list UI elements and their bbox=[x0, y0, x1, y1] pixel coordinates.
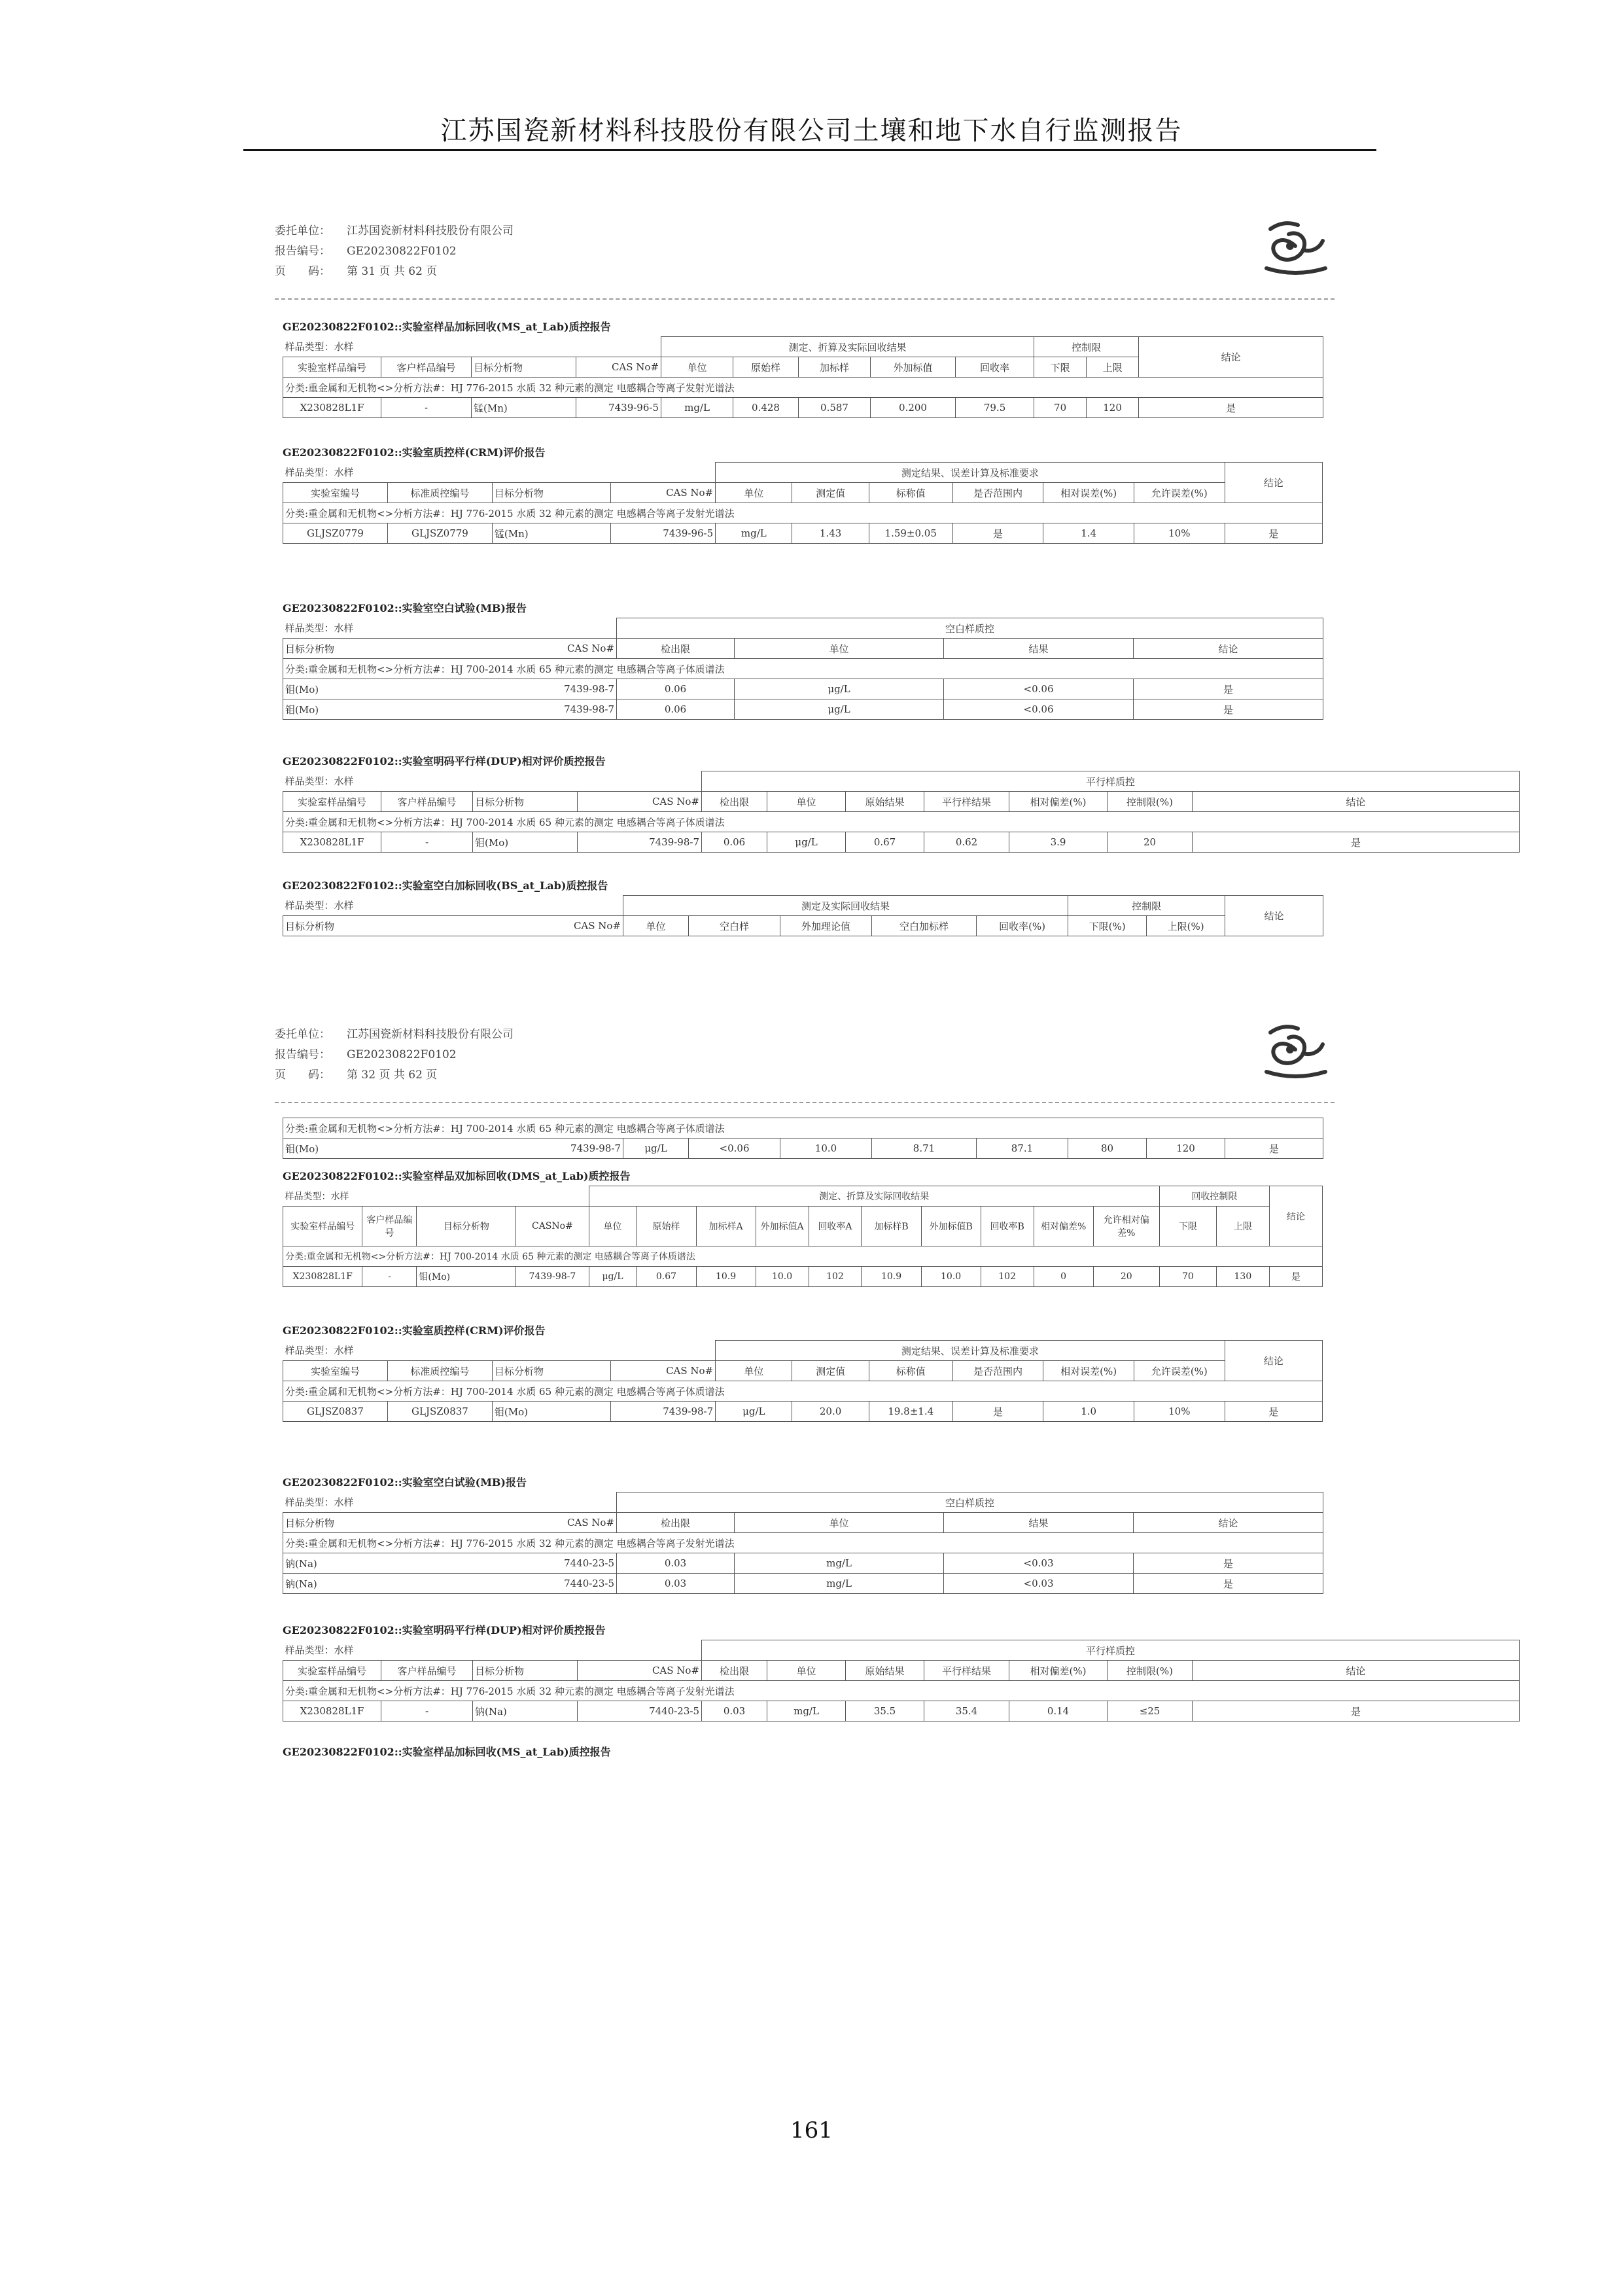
cell: 1.0 bbox=[1043, 1402, 1134, 1422]
cell: 是 bbox=[1134, 679, 1323, 699]
column-header: 目标分析物 bbox=[417, 1207, 516, 1246]
group-header: 测定及实际回收结果 bbox=[623, 896, 1068, 916]
column-header: 平行样结果 bbox=[924, 1661, 1009, 1681]
report-no: GE20230822F0102 bbox=[347, 1048, 457, 1061]
column-header: 空白样 bbox=[689, 916, 780, 936]
column-header: 目标分析物 bbox=[492, 483, 610, 503]
cell: 0 bbox=[1034, 1267, 1093, 1287]
cell: 80 bbox=[1068, 1139, 1147, 1159]
cell: μg/L bbox=[716, 1402, 792, 1422]
cell: 锰(Mn) bbox=[472, 398, 576, 418]
mb-report bbox=[283, 1474, 1323, 1594]
column-header: 允许误差(%) bbox=[1134, 1361, 1225, 1381]
table-row bbox=[283, 523, 1323, 544]
column-header: 允许误差(%) bbox=[1134, 483, 1225, 503]
report-header-title: 江苏国瓷新材料科技股份有限公司土壤和地下水自行监测报告 bbox=[440, 116, 1183, 146]
report-no: GE20230822F0102 bbox=[347, 245, 457, 258]
company-logo-icon bbox=[1257, 216, 1335, 279]
cell: mg/L bbox=[661, 398, 733, 418]
cell: 0.03 bbox=[617, 1553, 735, 1574]
table-row bbox=[283, 1553, 1323, 1574]
cell: 0.67 bbox=[846, 832, 924, 853]
column-header: 实验室样品编号 bbox=[283, 1207, 362, 1246]
mb-table bbox=[283, 1492, 1323, 1594]
cell: 0.06 bbox=[617, 699, 735, 720]
group-header: 空白样质控 bbox=[617, 1492, 1323, 1513]
column-header: 单位 bbox=[716, 1361, 792, 1381]
column-header: CAS No# bbox=[578, 792, 702, 812]
cell: 10.0 bbox=[780, 1139, 872, 1159]
cell: 7440-23-5 bbox=[414, 1553, 617, 1574]
cell: 1.59±0.05 bbox=[869, 523, 952, 544]
cell: 7439-98-7 bbox=[414, 679, 617, 699]
cell: mg/L bbox=[716, 523, 792, 544]
column-header: 上限(%) bbox=[1147, 916, 1225, 936]
column-header: 上限 bbox=[1087, 357, 1139, 378]
cell: 20.0 bbox=[792, 1402, 869, 1422]
cell: μg/L bbox=[767, 832, 846, 853]
column-header: 结论 bbox=[1193, 1661, 1520, 1681]
mb-report bbox=[283, 599, 1323, 720]
table-row bbox=[283, 832, 1520, 853]
column-header: 目标分析物 bbox=[473, 792, 578, 812]
column-header: 平行样结果 bbox=[924, 792, 1009, 812]
cell: 钠(Na) bbox=[283, 1553, 414, 1574]
cell: 0.06 bbox=[617, 679, 735, 699]
cell: 102 bbox=[981, 1267, 1034, 1287]
cell: 7439-98-7 bbox=[516, 1267, 589, 1287]
cell: <0.06 bbox=[689, 1139, 780, 1159]
column-header: 目标分析物 bbox=[473, 1661, 578, 1681]
cell: 7439-98-7 bbox=[611, 1402, 716, 1422]
cell: 0.67 bbox=[637, 1267, 696, 1287]
conclusion-header: 结论 bbox=[1269, 1186, 1322, 1246]
page-label: 页 码： bbox=[275, 265, 330, 278]
column-header: 检出限 bbox=[702, 1661, 767, 1681]
bs-title: GE20230822F0102::实验室空白加标回收(BS_at_Lab)质控报告 bbox=[283, 879, 608, 892]
category-row: 分类:重金属和无机物<>分析方法#：HJ 700-2014 水质 65 种元素的测定 电感耦合等离子体质谱法 bbox=[283, 1246, 1323, 1267]
category-row: 分类:重金属和无机物<>分析方法#：HJ 700-2014 水质 65 种元素的测定 电感耦合等离子体质谱法 bbox=[283, 812, 1520, 832]
column-header: 实验室编号 bbox=[283, 1361, 388, 1381]
cell: 是 bbox=[1193, 832, 1520, 853]
cell: 0.587 bbox=[799, 398, 871, 418]
cell: 7439-98-7 bbox=[414, 699, 617, 720]
bs-report bbox=[283, 877, 1323, 936]
page-info bbox=[275, 1025, 514, 1086]
column-header: 加标样 bbox=[799, 357, 871, 378]
cell: 8.71 bbox=[872, 1139, 977, 1159]
table-row bbox=[283, 1267, 1323, 1287]
column-header: CAS No# bbox=[578, 1661, 702, 1681]
client-name: 江苏国瓷新材料科技股份有限公司 bbox=[347, 224, 514, 238]
column-header: 控制限(%) bbox=[1108, 792, 1193, 812]
category-row: 分类:重金属和无机物<>分析方法#：HJ 776-2015 水质 32 种元素的测定 电感耦合等离子发射光谱法 bbox=[283, 1681, 1520, 1701]
cell: X230828L1F bbox=[283, 398, 381, 418]
column-header: 相对误差(%) bbox=[1043, 1361, 1134, 1381]
column-header: 目标分析物 bbox=[492, 1361, 610, 1381]
cell: 10.9 bbox=[696, 1267, 756, 1287]
cell: 79.5 bbox=[956, 398, 1034, 418]
crm-title: GE20230822F0102::实验室质控样(CRM)评价报告 bbox=[283, 1324, 546, 1337]
cell: X230828L1F bbox=[283, 832, 381, 853]
column-header: 实验室样品编号 bbox=[283, 792, 381, 812]
cell: 35.4 bbox=[924, 1701, 1009, 1722]
page-rule bbox=[275, 1102, 1335, 1103]
column-header: 客户样品编号 bbox=[381, 792, 473, 812]
crm-report bbox=[283, 1322, 1323, 1422]
cell: 10.0 bbox=[756, 1267, 809, 1287]
column-header: 标称值 bbox=[869, 1361, 952, 1381]
table-row bbox=[283, 1701, 1520, 1722]
cell: 19.8±1.4 bbox=[869, 1402, 952, 1422]
group-header: 平行样质控 bbox=[702, 771, 1520, 792]
column-header: 检出限 bbox=[617, 1513, 735, 1533]
sample-type: 样品类型：水样 bbox=[285, 900, 354, 912]
cell: 钼(Mo) bbox=[473, 832, 578, 853]
column-header: 结果 bbox=[944, 639, 1134, 659]
cell: 是 bbox=[952, 1402, 1043, 1422]
category-row: 分类:重金属和无机物<>分析方法#：HJ 700-2014 水质 65 种元素的测定 电感耦合等离子体质谱法 bbox=[283, 1381, 1323, 1402]
column-header: CAS No# bbox=[414, 916, 623, 936]
cell: 10.9 bbox=[862, 1267, 921, 1287]
column-header: 相对偏差(%) bbox=[1009, 792, 1108, 812]
page-count: 第 31 页 共 62 页 bbox=[347, 265, 438, 278]
cell: 120 bbox=[1147, 1139, 1225, 1159]
cell: X230828L1F bbox=[283, 1701, 381, 1722]
column-header: 回收率B bbox=[981, 1207, 1034, 1246]
column-header: 单位 bbox=[735, 639, 944, 659]
cell: 0.06 bbox=[702, 832, 767, 853]
column-header: 原始样 bbox=[637, 1207, 696, 1246]
column-header: 原始样 bbox=[733, 357, 799, 378]
column-header: 目标分析物 bbox=[283, 916, 414, 936]
mb-title: GE20230822F0102::实验室空白试验(MB)报告 bbox=[283, 602, 527, 614]
sample-type: 样品类型：水样 bbox=[285, 622, 354, 635]
group-header: 测定、折算及实际回收结果 bbox=[589, 1186, 1159, 1207]
conclusion-header: 结论 bbox=[1225, 463, 1322, 503]
cell: 钠(Na) bbox=[283, 1574, 414, 1594]
sample-type: 样品类型：水样 bbox=[285, 341, 354, 353]
column-header: 下限 bbox=[1034, 357, 1087, 378]
cell: 0.03 bbox=[702, 1701, 767, 1722]
cell: 102 bbox=[809, 1267, 862, 1287]
mb-table bbox=[283, 618, 1323, 720]
column-header: 单位 bbox=[767, 792, 846, 812]
table-row bbox=[283, 398, 1323, 418]
cell: μg/L bbox=[623, 1139, 689, 1159]
column-header: 实验室样品编号 bbox=[283, 357, 381, 378]
ms-table bbox=[283, 336, 1323, 418]
group-header: 测定结果、误差计算及标准要求 bbox=[716, 1341, 1225, 1361]
cell: 0.200 bbox=[871, 398, 956, 418]
cell: <0.03 bbox=[944, 1574, 1134, 1594]
cell: 7440-23-5 bbox=[578, 1701, 702, 1722]
cell: μg/L bbox=[589, 1267, 637, 1287]
group-header: 测定、折算及实际回收结果 bbox=[661, 337, 1034, 357]
page-number: 161 bbox=[790, 2117, 833, 2144]
cell: 0.03 bbox=[617, 1574, 735, 1594]
dup-table bbox=[283, 1640, 1520, 1722]
column-header: 回收率(%) bbox=[977, 916, 1068, 936]
column-header: 目标分析物 bbox=[283, 1513, 414, 1533]
cell: GLJSZ0779 bbox=[283, 523, 388, 544]
report-no-label: 报告编号： bbox=[275, 245, 330, 258]
cell: 7439-98-7 bbox=[578, 832, 702, 853]
cell: 7440-23-5 bbox=[414, 1574, 617, 1594]
cell: ≤25 bbox=[1108, 1701, 1193, 1722]
column-header: 结论 bbox=[1134, 639, 1323, 659]
sample-type: 样品类型：水样 bbox=[285, 1191, 349, 1202]
cell: X230828L1F bbox=[283, 1267, 362, 1287]
cell: 70 bbox=[1034, 398, 1087, 418]
bs-continuation-table bbox=[283, 1118, 1323, 1159]
column-header: 实验室样品编号 bbox=[283, 1661, 381, 1681]
column-header: 相对偏差(%) bbox=[1009, 1661, 1108, 1681]
page-info bbox=[275, 221, 514, 282]
cell: 0.62 bbox=[924, 832, 1009, 853]
page-count: 第 32 页 共 62 页 bbox=[347, 1069, 438, 1082]
dms-title: GE20230822F0102::实验室样品双加标回收(DMS_at_Lab)质控报告 bbox=[283, 1170, 631, 1182]
group-header: 平行样质控 bbox=[702, 1640, 1520, 1661]
cell: 钼(Mo) bbox=[417, 1267, 516, 1287]
column-header: 相对偏差% bbox=[1034, 1207, 1093, 1246]
column-header: 允许相对偏差% bbox=[1093, 1207, 1159, 1246]
column-header: 目标分析物 bbox=[283, 639, 414, 659]
column-header: 原始结果 bbox=[846, 792, 924, 812]
cell: 3.9 bbox=[1009, 832, 1108, 853]
header-rule bbox=[243, 149, 1376, 151]
dup-title: GE20230822F0102::实验室明码平行样(DUP)相对评价质控报告 bbox=[283, 1624, 606, 1636]
column-header: CAS No# bbox=[611, 1361, 716, 1381]
column-header: 实验室编号 bbox=[283, 483, 388, 503]
crm-report bbox=[283, 444, 1323, 544]
limit-header: 控制限 bbox=[1068, 896, 1225, 916]
column-header: 相对误差(%) bbox=[1043, 483, 1134, 503]
table-row bbox=[283, 679, 1323, 699]
limit-header: 回收控制限 bbox=[1159, 1186, 1269, 1207]
cell: 0.14 bbox=[1009, 1701, 1108, 1722]
column-header: 检出限 bbox=[702, 792, 767, 812]
table-row bbox=[283, 1402, 1323, 1422]
conclusion-header: 结论 bbox=[1225, 1341, 1322, 1381]
cell: 70 bbox=[1159, 1267, 1216, 1287]
sample-type: 样品类型：水样 bbox=[285, 775, 354, 788]
cell: 是 bbox=[1269, 1267, 1322, 1287]
column-header: 结论 bbox=[1193, 792, 1520, 812]
cell: 是 bbox=[952, 523, 1043, 544]
category-row: 分类:重金属和无机物<>分析方法#：HJ 776-2015 水质 32 种元素的测定 电感耦合等离子发射光谱法 bbox=[283, 1533, 1323, 1553]
column-header: 单位 bbox=[623, 916, 689, 936]
category-row: 分类:重金属和无机物<>分析方法#：HJ 776-2015 水质 32 种元素的测定 电感耦合等离子发射光谱法 bbox=[283, 378, 1323, 398]
column-header: 标称值 bbox=[869, 483, 952, 503]
column-header: 下限 bbox=[1159, 1207, 1216, 1246]
cell: 130 bbox=[1216, 1267, 1269, 1287]
scanned-page-1 bbox=[275, 221, 1366, 961]
cell: 钼(Mo) bbox=[283, 679, 414, 699]
ms-title: GE20230822F0102::实验室样品加标回收(MS_at_Lab)质控报告 bbox=[283, 321, 611, 333]
cell: 钼(Mo) bbox=[492, 1402, 610, 1422]
cell: 是 bbox=[1134, 699, 1323, 720]
cell: 钼(Mo) bbox=[283, 1139, 414, 1159]
cell: 10% bbox=[1134, 523, 1225, 544]
bs-table bbox=[283, 895, 1323, 936]
client-label: 委托单位： bbox=[275, 1028, 330, 1041]
table-row bbox=[283, 1574, 1323, 1594]
sample-type: 样品类型：水样 bbox=[285, 467, 354, 479]
column-header: 结果 bbox=[944, 1513, 1134, 1533]
column-header: 目标分析物 bbox=[472, 357, 576, 378]
column-header: 测定值 bbox=[792, 1361, 869, 1381]
cell: 20 bbox=[1093, 1267, 1159, 1287]
report-no-label: 报告编号： bbox=[275, 1048, 330, 1061]
group-header: 测定结果、误差计算及标准要求 bbox=[716, 463, 1225, 483]
cell: mg/L bbox=[767, 1701, 846, 1722]
column-header: 检出限 bbox=[617, 639, 735, 659]
cell: <0.06 bbox=[944, 679, 1134, 699]
column-header: 结论 bbox=[1134, 1513, 1323, 1533]
column-header: 客户样品编号 bbox=[362, 1207, 417, 1246]
column-header: 外加标值A bbox=[756, 1207, 809, 1246]
client-label: 委托单位： bbox=[275, 224, 330, 238]
cell: 7439-96-5 bbox=[611, 523, 716, 544]
cell: 是 bbox=[1134, 1553, 1323, 1574]
bs-continuation bbox=[283, 1118, 1323, 1159]
dup-table bbox=[283, 771, 1520, 853]
cell: 7439-98-7 bbox=[414, 1139, 623, 1159]
sample-type: 样品类型：水样 bbox=[285, 1644, 354, 1657]
column-header: 原始结果 bbox=[846, 1661, 924, 1681]
category-row: 分类:重金属和无机物<>分析方法#：HJ 776-2015 水质 32 种元素的测定 电感耦合等离子发射光谱法 bbox=[283, 503, 1323, 523]
cell: - bbox=[381, 398, 472, 418]
column-header: 外加标值B bbox=[921, 1207, 981, 1246]
cell: 35.5 bbox=[846, 1701, 924, 1722]
column-header: 客户样品编号 bbox=[381, 1661, 473, 1681]
cell: 1.4 bbox=[1043, 523, 1134, 544]
crm-table bbox=[283, 1340, 1323, 1422]
category-row: 分类:重金属和无机物<>分析方法#：HJ 700-2014 水质 65 种元素的测定 电感耦合等离子体质谱法 bbox=[283, 1118, 1323, 1139]
sample-type: 样品类型：水样 bbox=[285, 1345, 354, 1357]
cell: 10.0 bbox=[921, 1267, 981, 1287]
cell: 是 bbox=[1225, 1402, 1322, 1422]
cell: GLJSZ0837 bbox=[283, 1402, 388, 1422]
column-header: 标准质控编号 bbox=[387, 483, 492, 503]
client-name: 江苏国瓷新材料科技股份有限公司 bbox=[347, 1028, 514, 1041]
cell: GLJSZ0779 bbox=[387, 523, 492, 544]
cell: 120 bbox=[1087, 398, 1139, 418]
column-header: 外加标值 bbox=[871, 357, 956, 378]
column-header: 回收率A bbox=[809, 1207, 862, 1246]
cell: 0.428 bbox=[733, 398, 799, 418]
column-header: 空白加标样 bbox=[872, 916, 977, 936]
limit-header: 控制限 bbox=[1034, 337, 1139, 357]
cell: - bbox=[362, 1267, 417, 1287]
crm-table bbox=[283, 462, 1323, 544]
column-header: 是否范围内 bbox=[952, 483, 1043, 503]
page-rule bbox=[275, 298, 1335, 300]
column-header: 下限(%) bbox=[1068, 916, 1147, 936]
column-header: 单位 bbox=[661, 357, 733, 378]
conclusion-header: 结论 bbox=[1225, 896, 1323, 936]
table-row bbox=[283, 1139, 1323, 1159]
cell: 7439-96-5 bbox=[576, 398, 661, 418]
cell: <0.03 bbox=[944, 1553, 1134, 1574]
column-header: CASNo# bbox=[516, 1207, 589, 1246]
column-header: 单位 bbox=[735, 1513, 944, 1533]
cell: 钠(Na) bbox=[473, 1701, 578, 1722]
column-header: 测定值 bbox=[792, 483, 869, 503]
column-header: 标准质控编号 bbox=[387, 1361, 492, 1381]
column-header: 上限 bbox=[1216, 1207, 1269, 1246]
column-header: CAS No# bbox=[576, 357, 661, 378]
ms-tail-title: GE20230822F0102::实验室样品加标回收(MS_at_Lab)质控报告 bbox=[283, 1746, 611, 1758]
cell: 10% bbox=[1134, 1402, 1225, 1422]
cell: - bbox=[381, 832, 473, 853]
table-row bbox=[283, 699, 1323, 720]
scanned-page-2 bbox=[275, 1025, 1366, 1784]
column-header: 外加理论值 bbox=[780, 916, 872, 936]
cell: 是 bbox=[1139, 398, 1323, 418]
crm-title: GE20230822F0102::实验室质控样(CRM)评价报告 bbox=[283, 446, 546, 459]
sample-type: 样品类型：水样 bbox=[285, 1496, 354, 1509]
column-header: CAS No# bbox=[414, 1513, 617, 1533]
column-header: 单位 bbox=[767, 1661, 846, 1681]
cell: 是 bbox=[1225, 1139, 1323, 1159]
page-label: 页 码： bbox=[275, 1069, 330, 1082]
cell: 是 bbox=[1193, 1701, 1520, 1722]
cell: mg/L bbox=[735, 1553, 944, 1574]
cell: mg/L bbox=[735, 1574, 944, 1594]
cell: 钼(Mo) bbox=[283, 699, 414, 720]
ms-report bbox=[283, 318, 1323, 418]
category-row: 分类:重金属和无机物<>分析方法#：HJ 700-2014 水质 65 种元素的测定 电感耦合等离子体质谱法 bbox=[283, 659, 1323, 679]
column-header: 回收率 bbox=[956, 357, 1034, 378]
column-header: 加标样B bbox=[862, 1207, 921, 1246]
dup-report bbox=[283, 1621, 1366, 1722]
company-logo-icon bbox=[1257, 1019, 1335, 1082]
cell: <0.06 bbox=[944, 699, 1134, 720]
column-header: 控制限(%) bbox=[1108, 1661, 1193, 1681]
ms-tail bbox=[283, 1743, 1323, 1761]
dup-report bbox=[283, 752, 1366, 853]
column-header: 加标样A bbox=[696, 1207, 756, 1246]
cell: 是 bbox=[1134, 1574, 1323, 1594]
column-header: 单位 bbox=[589, 1207, 637, 1246]
column-header: CAS No# bbox=[414, 639, 617, 659]
cell: 锰(Mn) bbox=[492, 523, 610, 544]
column-header: 单位 bbox=[716, 483, 792, 503]
cell: 87.1 bbox=[977, 1139, 1068, 1159]
dms-report bbox=[283, 1167, 1323, 1287]
cell: - bbox=[381, 1701, 473, 1722]
cell: μg/L bbox=[735, 679, 944, 699]
cell: GLJSZ0837 bbox=[387, 1402, 492, 1422]
cell: 是 bbox=[1225, 523, 1322, 544]
cell: 20 bbox=[1108, 832, 1193, 853]
conclusion-header: 结论 bbox=[1139, 337, 1323, 378]
mb-title: GE20230822F0102::实验室空白试验(MB)报告 bbox=[283, 1476, 527, 1489]
cell: 1.43 bbox=[792, 523, 869, 544]
column-header: CAS No# bbox=[611, 483, 716, 503]
column-header: 是否范围内 bbox=[952, 1361, 1043, 1381]
dms-table bbox=[283, 1186, 1323, 1287]
cell: μg/L bbox=[735, 699, 944, 720]
column-header: 客户样品编号 bbox=[381, 357, 472, 378]
group-header: 空白样质控 bbox=[617, 618, 1323, 639]
dup-title: GE20230822F0102::实验室明码平行样(DUP)相对评价质控报告 bbox=[283, 755, 606, 768]
